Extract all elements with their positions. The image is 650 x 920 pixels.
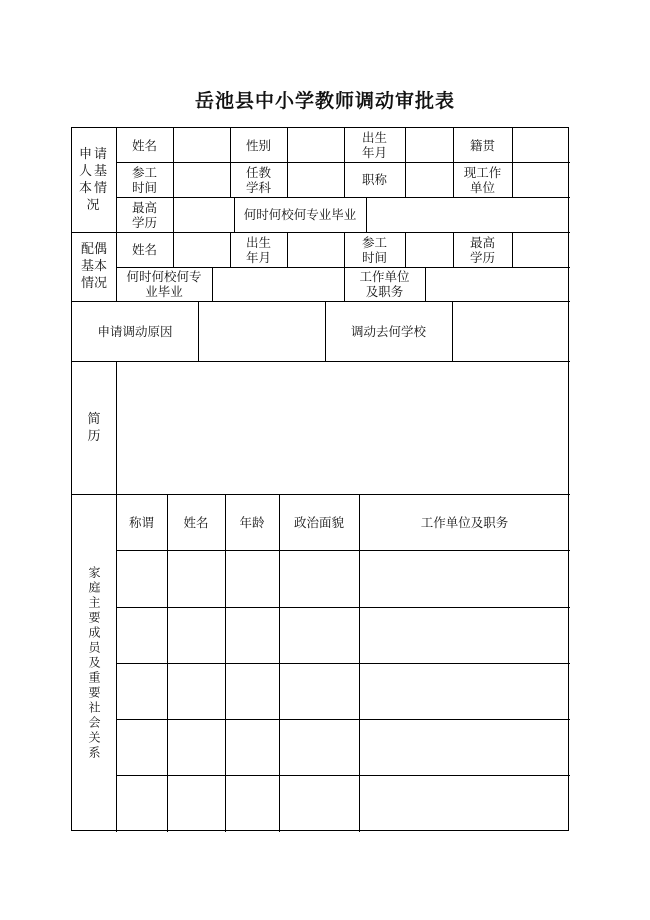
applicant-current-unit-field[interactable]	[512, 162, 570, 197]
spouse-name-label: 姓名	[131, 242, 157, 257]
target-school-field[interactable]	[452, 301, 570, 361]
spouse-work-start-label: 参工时间	[361, 234, 387, 265]
applicant-native-label: 籍贯	[469, 137, 495, 153]
applicant-work-start-label: 参工时间	[132, 164, 158, 195]
applicant-birth-field[interactable]	[405, 128, 453, 162]
approval-form-table	[71, 127, 569, 831]
transfer-reason-field[interactable]	[198, 301, 325, 361]
spouse-work-start-field[interactable]	[405, 232, 453, 267]
applicant-name-field[interactable]	[173, 128, 230, 162]
resume-label: 简历	[87, 411, 101, 444]
applicant-native-field[interactable]	[512, 128, 570, 162]
resume-field[interactable]	[116, 361, 570, 494]
spouse-name-field[interactable]	[173, 232, 230, 267]
form-title: 岳池县中小学教师调动审批表	[194, 90, 455, 112]
applicant-graduation-field[interactable]	[366, 197, 570, 232]
target-school-label: 调动去何学校	[350, 323, 426, 339]
family-section-label	[72, 494, 116, 832]
family-header-relation: 称谓	[128, 514, 154, 530]
spouse-education-label: 最高学历	[469, 234, 495, 265]
family-row[interactable]	[116, 663, 570, 719]
applicant-education-label: 最高学历	[132, 199, 158, 230]
applicant-gender-label: 性别	[245, 137, 271, 153]
spouse-education-field[interactable]	[512, 232, 570, 267]
spouse-birth-field[interactable]	[287, 232, 344, 267]
spouse-section-label: 配偶基本情况	[81, 242, 108, 291]
spouse-graduation-field[interactable]	[212, 267, 344, 301]
family-header-name: 姓名	[183, 514, 209, 530]
applicant-education-field[interactable]	[173, 197, 234, 232]
applicant-gender-field[interactable]	[287, 128, 344, 162]
applicant-section-label: 申请人基本情况	[78, 147, 109, 213]
family-header-unit: 工作单位及职务	[420, 514, 509, 530]
applicant-title-label: 职称	[361, 172, 387, 187]
family-section-label-text: 家庭主要成员及重要社会关系	[87, 565, 101, 761]
transfer-reason-label: 申请调动原因	[97, 323, 173, 339]
spouse-birth-label: 出生年月	[245, 234, 271, 265]
applicant-current-unit-label: 现工作单位	[463, 164, 502, 195]
family-row[interactable]	[116, 775, 570, 832]
spouse-unit-position-field[interactable]	[425, 267, 570, 301]
applicant-graduation-label: 何时何校何专业毕业	[243, 207, 357, 222]
spouse-graduation-label: 何时何校何专业毕业	[126, 269, 202, 299]
applicant-name-label: 姓名	[131, 137, 157, 153]
applicant-subject-label: 任教学科	[245, 164, 271, 195]
applicant-subject-field[interactable]	[287, 162, 344, 197]
family-row[interactable]	[116, 607, 570, 663]
family-row[interactable]	[116, 550, 570, 607]
applicant-title-field[interactable]	[405, 162, 453, 197]
family-header-age: 年龄	[239, 514, 265, 530]
applicant-work-start-field[interactable]	[173, 162, 230, 197]
spouse-unit-position-label: 工作单位及职务	[359, 269, 410, 299]
family-row[interactable]	[116, 719, 570, 775]
applicant-birth-label: 出生年月	[361, 130, 387, 160]
family-header-politics: 政治面貌	[293, 514, 344, 530]
